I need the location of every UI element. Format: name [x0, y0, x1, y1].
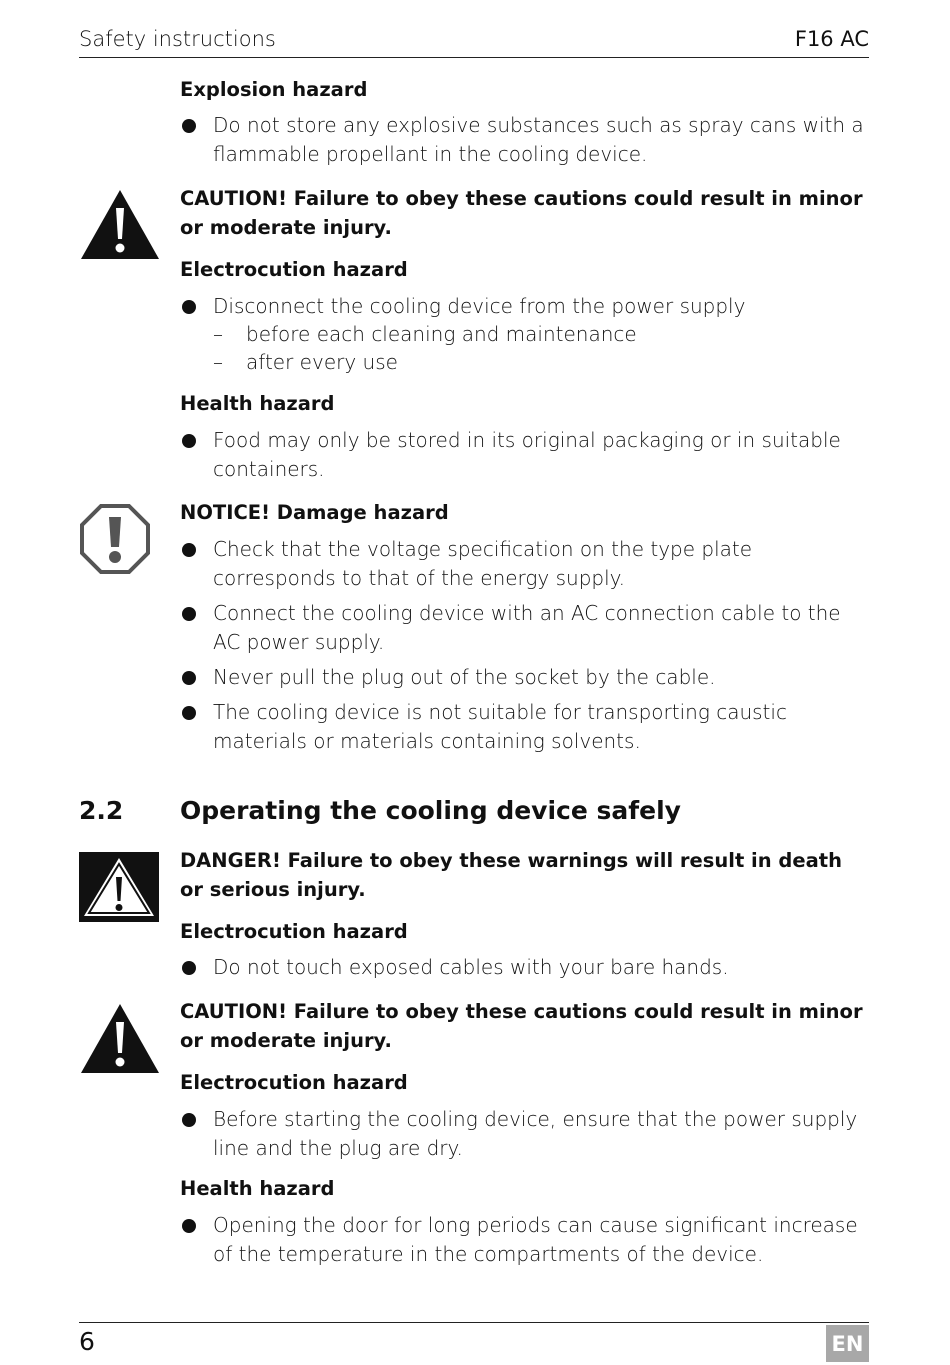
bullet-icon [182, 671, 196, 685]
danger-warning-icon [79, 852, 159, 922]
sub-list-item: – before each cleaning and maintenance [213, 322, 637, 346]
bullet-icon [182, 119, 196, 133]
list-item: Food may only be stored in its original packaging or in suitable containers. [180, 426, 870, 483]
language-badge: EN [826, 1325, 869, 1362]
list-item: Do not store any explosive substances such as spray cans with a flammable propellant in the cooling device. [180, 111, 870, 168]
bullet-icon [182, 1113, 196, 1127]
bullet-icon [182, 300, 196, 314]
section-title: Operating the cooling device safely [180, 796, 681, 825]
explosion-hazard-heading: Explosion hazard [180, 78, 368, 101]
bullet-icon [182, 1219, 196, 1233]
page-number: 6 [79, 1327, 95, 1356]
header-model: F16 AC [794, 27, 869, 51]
bullet-icon [182, 543, 196, 557]
notice-octagon-icon [79, 503, 151, 575]
list-item: Before starting the cooling device, ensure that the power supply line and the plug are dry. [180, 1105, 870, 1162]
bullet-icon [182, 607, 196, 621]
section-number: 2.2 [79, 796, 124, 825]
health-hazard-heading: Health hazard [180, 1177, 335, 1200]
bullet-icon [182, 434, 196, 448]
notice-title: NOTICE! Damage hazard [180, 501, 449, 524]
caution-title: CAUTION! Failure to obey these cautions could result in minor or moderate injury. [180, 187, 863, 239]
health-hazard-heading: Health hazard [180, 392, 335, 415]
bullet-icon [182, 706, 196, 720]
header-divider [79, 57, 869, 58]
list-item: Do not touch exposed cables with your bare hands. [180, 953, 870, 982]
danger-title: DANGER! Failure to obey these warnings will result in death or serious injury. [180, 849, 842, 901]
bullet-icon [182, 961, 196, 975]
list-item: Opening the door for long periods can cause significant increase of the temperature in the compartments of the device. [180, 1211, 870, 1268]
sub-list-item: – after every use [213, 350, 398, 374]
warning-triangle-icon [79, 1002, 161, 1075]
warning-triangle-icon [79, 188, 161, 261]
electrocution-hazard-heading: Electrocution hazard [180, 1071, 408, 1094]
header-section-title: Safety instructions [79, 27, 276, 51]
list-item: Check that the voltage specification on the type plate corresponds to that of the energy supply. [180, 535, 870, 592]
electrocution-hazard-heading: Electrocution hazard [180, 258, 408, 281]
list-item: Never pull the plug out of the socket by the cable. [180, 663, 870, 692]
list-item: Connect the cooling device with an AC connection cable to the AC power supply. [180, 599, 870, 656]
footer-divider [79, 1322, 869, 1323]
caution-title: CAUTION! Failure to obey these cautions could result in minor or moderate injury. [180, 1000, 863, 1052]
list-item: The cooling device is not suitable for transporting caustic materials or materials containing solvents. [180, 698, 870, 755]
electrocution-hazard-heading: Electrocution hazard [180, 920, 408, 943]
list-item: Disconnect the cooling device from the power supply [180, 292, 870, 321]
